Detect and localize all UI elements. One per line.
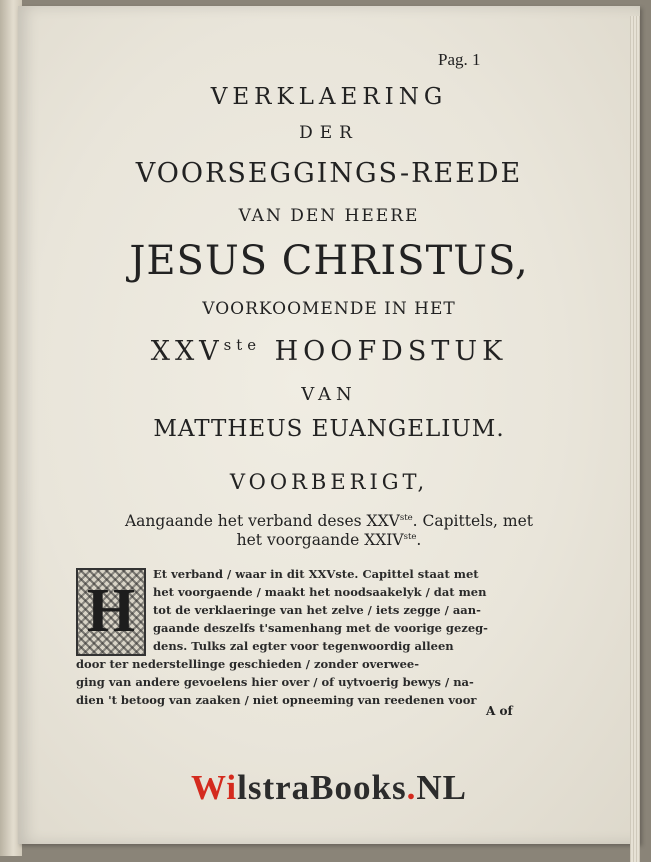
watermark-logo bbox=[18, 768, 640, 808]
title-line-7-post: HOOFDSTUK bbox=[261, 336, 508, 367]
body-line-7: ging van andere gevoelens hier over / of uytvoerig bewys / na- bbox=[76, 675, 474, 689]
watermark-part-4: NL bbox=[416, 768, 467, 807]
title-line-3: VOORSEGGINGS-REEDE bbox=[135, 158, 523, 189]
title-line-2: DER bbox=[299, 123, 359, 143]
title-line-7-pre: XXV bbox=[150, 336, 224, 367]
watermark-part-1: Wi bbox=[191, 768, 238, 807]
watermark-part-2: lstraBooks bbox=[237, 768, 407, 807]
title-line-1: VERKLAERING bbox=[210, 84, 448, 110]
preface-heading: VOORBERIGT, bbox=[229, 470, 429, 494]
preface-sub2-a: het voorgaande XXIV bbox=[236, 531, 404, 549]
preface-subtitle-2 bbox=[18, 531, 640, 549]
preface-sub1-a: Aangaande het verband deses XXV bbox=[124, 512, 400, 530]
body-line-5: dens. Tulks zal egter voor tegenwoordig alleen bbox=[153, 639, 454, 653]
preface-sub1-sup: ste bbox=[399, 512, 413, 523]
title-line-7 bbox=[18, 336, 640, 367]
title-line-5: JESUS CHRISTUS, bbox=[129, 238, 529, 284]
body-line-6: door ter nederstellinge geschieden / zonder overwee- bbox=[76, 657, 419, 671]
title-line-4: VAN DEN HEERE bbox=[238, 206, 420, 226]
page-number: Pag. 1 bbox=[438, 50, 481, 69]
preface-sub2-sup: ste bbox=[403, 531, 417, 542]
title-line-9: MATTHEUS EUANGELIUM. bbox=[153, 416, 505, 442]
body-line-3: tot de verklaeringe van het zelve / iets zegge / aan- bbox=[153, 603, 481, 617]
watermark-part-3: . bbox=[406, 768, 417, 807]
catchword: A of bbox=[486, 704, 513, 718]
body-line-2: het voorgaende / maakt het noodsaakelyk / dat men bbox=[153, 585, 487, 599]
decorated-initial bbox=[76, 568, 146, 656]
initial-letter: H bbox=[86, 577, 136, 645]
body-line-8: dien 't betoog van zaaken / niet opneeming van reedenen voor bbox=[76, 693, 477, 707]
title-line-7-sup: ste bbox=[223, 336, 262, 354]
title-line-8: VAN bbox=[301, 384, 357, 405]
preface-subtitle-1 bbox=[18, 512, 640, 530]
book-page bbox=[18, 6, 640, 844]
body-line-1: Et verband / waar in dit XXVste. Capittel staat met bbox=[153, 567, 479, 581]
body-line-4: gaande deszelfs t'samenhang met de voorige gezeg- bbox=[153, 621, 488, 635]
preface-sub1-b: . Capittels, met bbox=[412, 512, 534, 530]
preface-sub2-b: . bbox=[416, 531, 422, 549]
title-line-6: VOORKOOMENDE IN HET bbox=[202, 299, 456, 319]
